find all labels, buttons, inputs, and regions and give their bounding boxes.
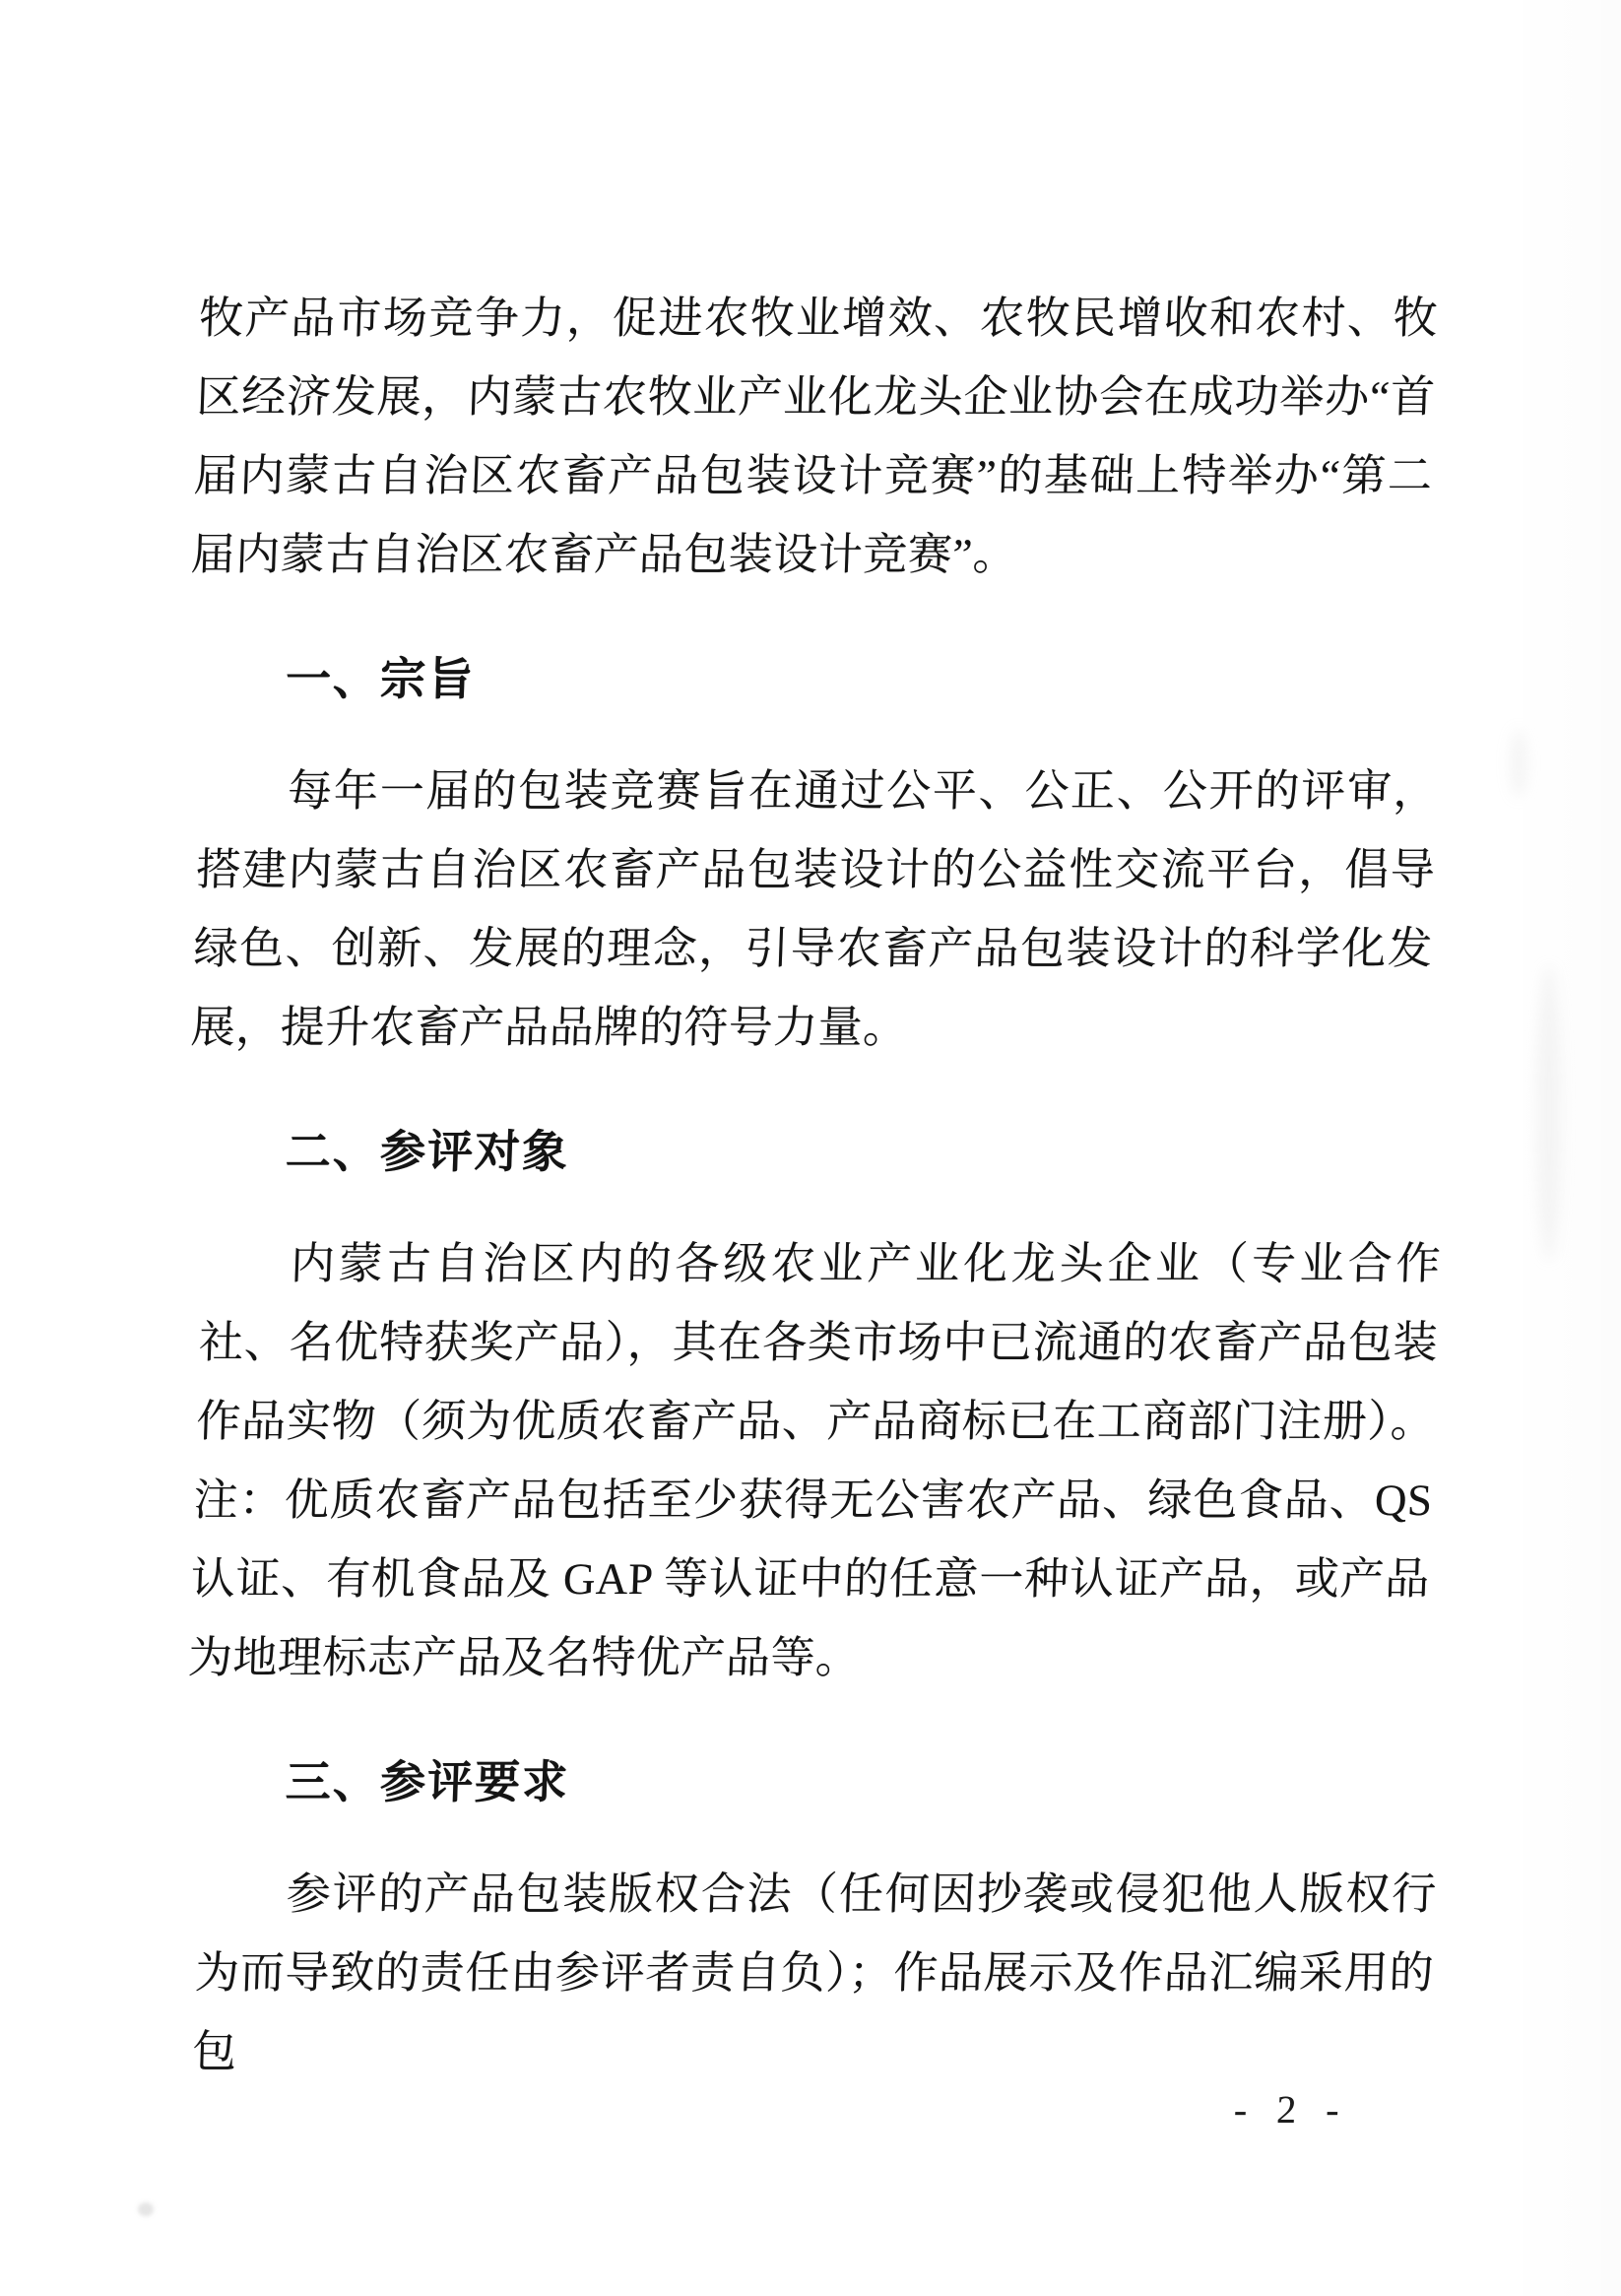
section-heading-entry-requirements: 三、参评要求 [285,1756,570,1807]
scan-smudge [1510,729,1527,798]
section-body-eligible-entries: 内蒙古自治区内的各级农业产业化龙头企业（专业合作社、名优特获奖产品），其在各类市场中已流通的农畜产品包装作品实物（须为优质农畜产品、产品商标已在工商部门注册）。注：优质农畜产品包括至少获得无公害农产品、绿色食品、QS 认证、有机食品及 GAP 等认证中的任意一种认证产品，或产品为地理标志产品及名特优产品等。 [187,1239,1442,1682]
document-body [187,279,1442,2091]
section-body-purpose: 每年一届的包装竞赛旨在通过公平、公正、公开的评审，搭建内蒙古自治区农畜产品包装设计的公益性交流平台，倡导绿色、创新、发展的理念，引导农畜产品包装设计的科学化发展，提升农畜产品品牌的符号力量。 [189,766,1440,1052]
scan-smudge [1536,965,1562,1261]
section-heading-eligible-entries: 二、参评对象 [285,1126,570,1177]
page-number: - 2 - [1233,2087,1350,2132]
intro-paragraph: 牧产品市场竞争力，促进农牧业增效、农牧民增收和农村、牧区经济发展，内蒙古农牧业产业化龙头企业协会在成功举办“首届内蒙古自治区农畜产品包装设计竞赛”的基础上特举办“第二届内蒙古自治区农畜产品包装设计竞赛”。 [189,294,1440,579]
section-heading-purpose: 一、宗旨 [285,653,476,704]
section-body-entry-requirements: 参评的产品包装版权合法（任何因抄袭或侵犯他人版权行为而导致的责任由参评者责自负）；作品展示及作品汇编采用的包 [191,1870,1438,2076]
scan-speck [138,2202,154,2216]
